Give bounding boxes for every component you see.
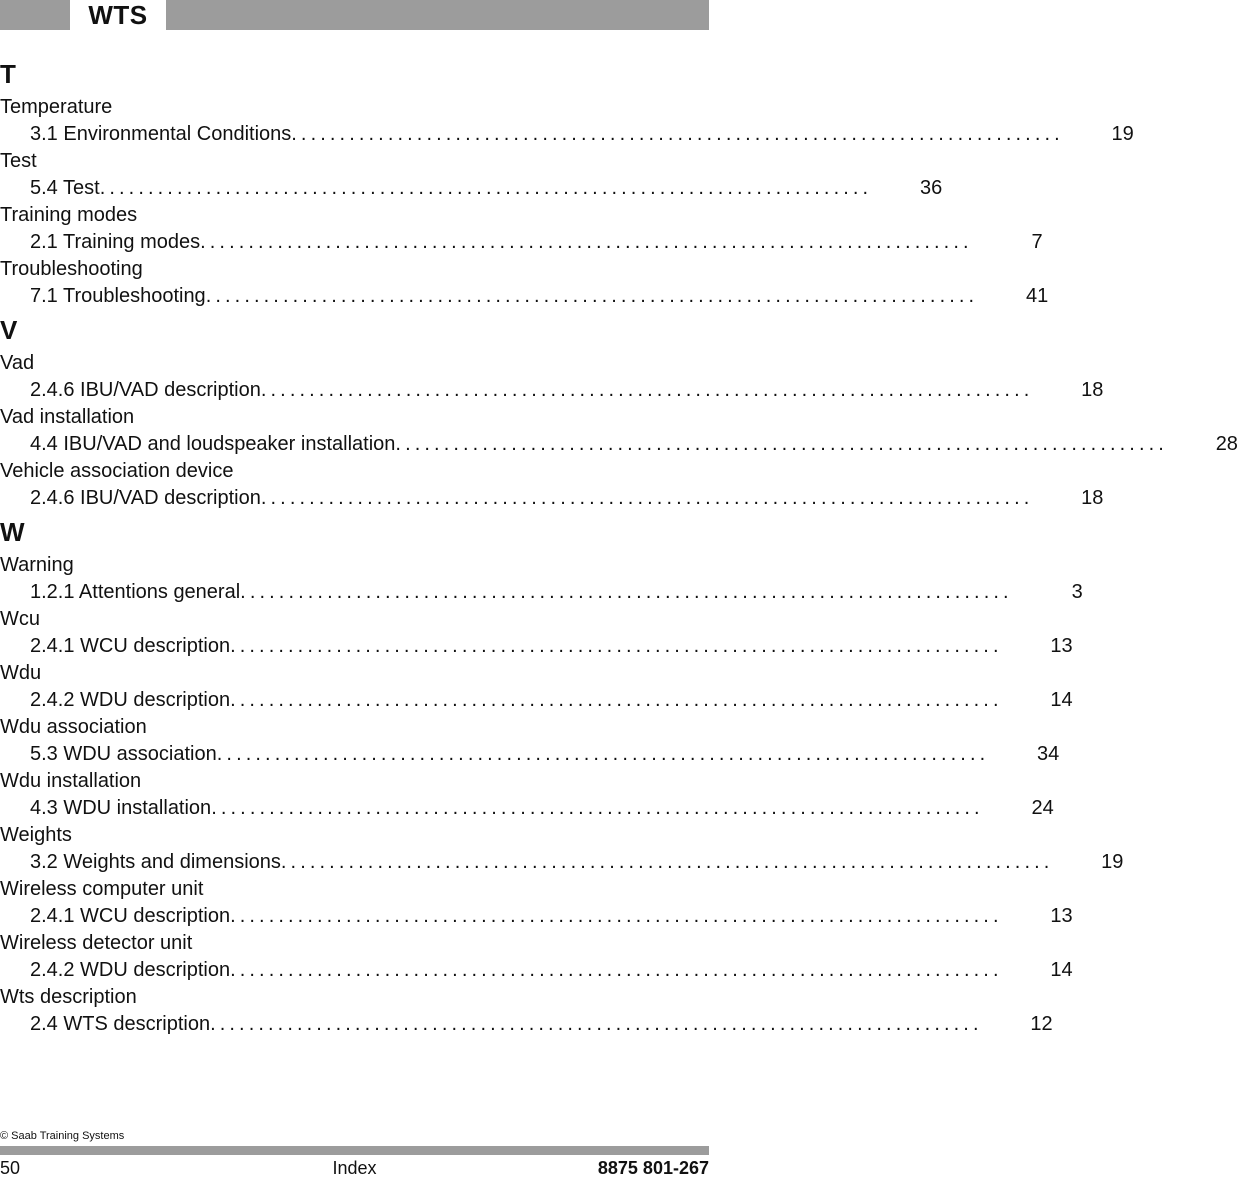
index-entry[interactable] <box>0 957 1073 984</box>
index-term: Wdu installation <box>0 770 142 792</box>
entry-page[interactable]: 18 <box>1081 487 1104 509</box>
dot-leader: ................................................................................ <box>230 689 1003 711</box>
entry-reference[interactable]: 3.2 Weights and dimensions <box>30 851 281 873</box>
index-entry[interactable] <box>0 741 1060 768</box>
entry-reference[interactable]: 2.4.1 WCU description <box>30 635 231 657</box>
entry-reference[interactable]: 2.4.1 WCU description <box>30 905 231 927</box>
entry-page[interactable]: 12 <box>1030 1013 1053 1035</box>
index-term: Vehicle association device <box>0 460 234 482</box>
entry-reference[interactable]: 2.1 Training modes <box>30 231 201 253</box>
entry-page[interactable]: 34 <box>1037 743 1060 765</box>
entry-page[interactable]: 14 <box>1050 689 1073 711</box>
entry-reference[interactable]: 2.4.2 WDU description <box>30 689 231 711</box>
dot-leader: ................................................................................ <box>240 581 1013 603</box>
entry-reference[interactable]: 2.4.6 IBU/VAD description <box>30 487 261 509</box>
entry-reference[interactable]: 7.1 Troubleshooting <box>30 285 206 307</box>
index-entry[interactable] <box>0 903 1073 930</box>
dot-leader: ................................................................................ <box>230 635 1003 657</box>
page-number: 50 <box>0 1158 21 1178</box>
index-entry[interactable] <box>0 1011 1053 1038</box>
index-entry[interactable] <box>0 633 1073 660</box>
index-entry[interactable] <box>0 377 1104 404</box>
dot-leader: ................................................................................ <box>280 851 1054 873</box>
footer <box>0 1158 709 1180</box>
index-entry[interactable] <box>0 485 1104 512</box>
entry-page[interactable]: 19 <box>1111 123 1134 145</box>
entry-reference[interactable]: 1.2.1 Attentions general <box>30 581 241 603</box>
section-name: Index <box>332 1158 377 1178</box>
index-term: Wdu association <box>0 716 147 738</box>
entry-page[interactable]: 18 <box>1081 379 1104 401</box>
section-letter: W <box>0 517 25 547</box>
entry-page[interactable]: 13 <box>1050 635 1073 657</box>
entry-page[interactable]: 7 <box>1031 231 1043 253</box>
index-entry[interactable] <box>0 579 1083 606</box>
footer-rule <box>0 1146 709 1155</box>
index-entry[interactable] <box>0 431 1238 458</box>
dot-leader: ................................................................................ <box>230 905 1003 927</box>
entry-reference[interactable]: 5.4 Test <box>30 177 100 199</box>
index-entry[interactable] <box>0 121 1134 148</box>
section-letter: T <box>0 59 16 89</box>
dot-leader: ................................................................................ <box>205 285 979 307</box>
entry-reference[interactable]: 5.3 WDU association <box>30 743 217 765</box>
index-entry[interactable] <box>0 687 1073 714</box>
entry-reference[interactable]: 2.4 WTS description <box>30 1013 211 1035</box>
dot-leader: ................................................................................ <box>395 433 1168 455</box>
dot-leader: ................................................................................ <box>211 797 984 819</box>
entry-reference[interactable]: 2.4.2 WDU description <box>30 959 231 981</box>
index-term: Troubleshooting <box>0 258 143 280</box>
index-term: Training modes <box>0 204 138 226</box>
entry-page[interactable]: 41 <box>1025 285 1049 307</box>
index-entry[interactable] <box>0 229 1043 256</box>
header-title: WTS <box>70 0 166 30</box>
dot-leader: ................................................................................ <box>230 959 1003 981</box>
index-term: Vad installation <box>0 406 135 428</box>
entry-reference[interactable]: 4.4 IBU/VAD and loudspeaker installation <box>30 433 396 455</box>
dot-leader: ................................................................................ <box>210 1013 983 1035</box>
index-term: Temperature <box>0 96 113 118</box>
index-entry[interactable] <box>0 849 1124 876</box>
entry-page[interactable]: 36 <box>919 177 943 199</box>
index-term: Wcu <box>0 608 40 630</box>
entry-reference[interactable]: 3.1 Environmental Conditions <box>30 123 292 145</box>
dot-leader: ................................................................................ <box>99 177 873 199</box>
index-term: Vad <box>0 352 35 374</box>
dot-leader: ................................................................................ <box>260 487 1034 509</box>
index-term: Wireless detector unit <box>0 932 193 954</box>
index-term: Wireless computer unit <box>0 878 204 900</box>
entry-reference[interactable]: 4.3 WDU installation <box>30 797 212 819</box>
entry-page[interactable]: 3 <box>1071 581 1083 603</box>
entry-page[interactable]: 24 <box>1031 797 1054 819</box>
index-term: Weights <box>0 824 72 846</box>
index-entry[interactable] <box>0 795 1054 822</box>
index-term: Wdu <box>0 662 42 684</box>
copyright-notice: © Saab Training Systems <box>0 1130 125 1142</box>
index-entry[interactable] <box>0 283 1049 310</box>
document-number: 8875 801-267 <box>597 1158 709 1178</box>
section-letter: V <box>0 315 18 345</box>
entry-page[interactable]: 28 <box>1215 433 1238 455</box>
index-entry[interactable] <box>0 175 943 202</box>
index-content <box>0 54 1238 1038</box>
index-term: Wts description <box>0 986 137 1008</box>
index-term: Test <box>0 150 37 172</box>
dot-leader: ................................................................................ <box>260 379 1034 401</box>
dot-leader: ................................................................................ <box>200 231 973 253</box>
entry-page[interactable]: 19 <box>1101 851 1124 873</box>
entry-page[interactable]: 13 <box>1050 905 1073 927</box>
entry-reference[interactable]: 2.4.6 IBU/VAD description <box>30 379 261 401</box>
index-term: Warning <box>0 554 74 576</box>
dot-leader: ................................................................................ <box>216 743 990 765</box>
entry-page[interactable]: 14 <box>1050 959 1073 981</box>
dot-leader: ................................................................................ <box>291 123 1064 145</box>
